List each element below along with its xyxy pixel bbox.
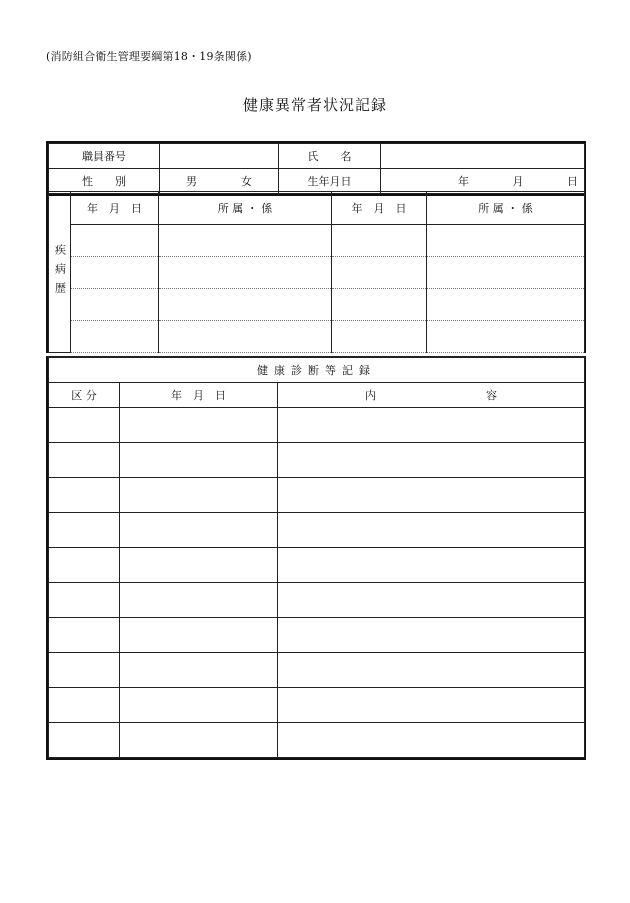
record-content-cell[interactable] [278,443,585,478]
record-date-cell[interactable] [120,443,278,478]
record-category-cell[interactable] [49,688,120,723]
history-cell[interactable] [71,225,159,257]
history-dept-header-2: 所 属 ・ 係 [427,192,585,225]
record-content-cell[interactable] [278,478,585,513]
record-content-cell[interactable] [278,583,585,618]
record-date-cell[interactable] [120,618,278,653]
record-content-cell[interactable] [278,723,585,758]
personal-info-table [46,141,586,196]
record-content-cell[interactable] [278,548,585,583]
history-cell[interactable] [159,257,332,289]
history-date-header-2: 年 月 日 [332,192,427,225]
record-category-cell[interactable] [49,583,120,618]
history-cell[interactable] [71,321,159,353]
record-category-cell[interactable] [49,548,120,583]
sex-label: 性 別 [49,169,160,194]
history-cell[interactable] [427,321,585,353]
birthdate-day-unit: 日 [567,175,578,188]
disease-history-table [46,191,586,353]
birthdate-field[interactable] [381,169,585,194]
record-category-cell[interactable] [49,408,120,443]
history-cell[interactable] [332,289,427,321]
history-cell[interactable] [159,289,332,321]
content-header [278,383,585,408]
record-date-cell[interactable] [120,688,278,723]
record-category-cell[interactable] [49,618,120,653]
name-label: 氏 名 [279,144,381,169]
record-content-cell[interactable] [278,513,585,548]
record-category-cell[interactable] [49,653,120,688]
checkup-date-header: 年 月 日 [120,383,278,408]
record-content-cell[interactable] [278,653,585,688]
birthdate-month-unit: 月 [512,175,524,188]
content-header-left: 内 [365,389,376,402]
disease-history-label: 疾病歴 [49,192,71,353]
record-content-cell[interactable] [278,688,585,723]
record-date-cell[interactable] [120,548,278,583]
health-checkup-table [46,356,586,760]
record-date-cell[interactable] [120,723,278,758]
record-category-cell[interactable] [49,723,120,758]
history-cell[interactable] [159,225,332,257]
history-cell[interactable] [71,289,159,321]
form-reference: (消防組合衛生管理要綱第18・19条関係) [46,50,252,63]
history-cell[interactable] [332,225,427,257]
history-cell[interactable] [332,257,427,289]
record-date-cell[interactable] [120,408,278,443]
history-dept-header-1: 所 属 ・ 係 [159,192,332,225]
record-category-cell[interactable] [49,513,120,548]
health-section-title: 健康診断等記録 [49,358,585,383]
history-cell[interactable] [332,321,427,353]
birthdate-year-unit: 年 [458,175,469,188]
history-cell[interactable] [427,225,585,257]
form-title: 健康異常者状況記録 [242,96,387,114]
history-cell[interactable] [427,257,585,289]
name-field[interactable] [381,144,585,169]
record-date-cell[interactable] [120,513,278,548]
record-date-cell[interactable] [120,653,278,688]
history-date-header-1: 年 月 日 [71,192,159,225]
content-header-right: 容 [486,389,497,402]
record-content-cell[interactable] [278,618,585,653]
birthdate-label: 生年月日 [279,169,381,194]
record-content-cell[interactable] [278,408,585,443]
record-category-cell[interactable] [49,443,120,478]
history-cell[interactable] [71,257,159,289]
record-date-cell[interactable] [120,478,278,513]
category-header: 区 分 [49,383,120,408]
history-cell[interactable] [159,321,332,353]
history-cell[interactable] [427,289,585,321]
employee-no-label: 職員番号 [49,144,160,169]
employee-no-field[interactable] [160,144,279,169]
record-date-cell[interactable] [120,583,278,618]
record-category-cell[interactable] [49,478,120,513]
sex-options[interactable]: 男 女 [160,169,279,194]
